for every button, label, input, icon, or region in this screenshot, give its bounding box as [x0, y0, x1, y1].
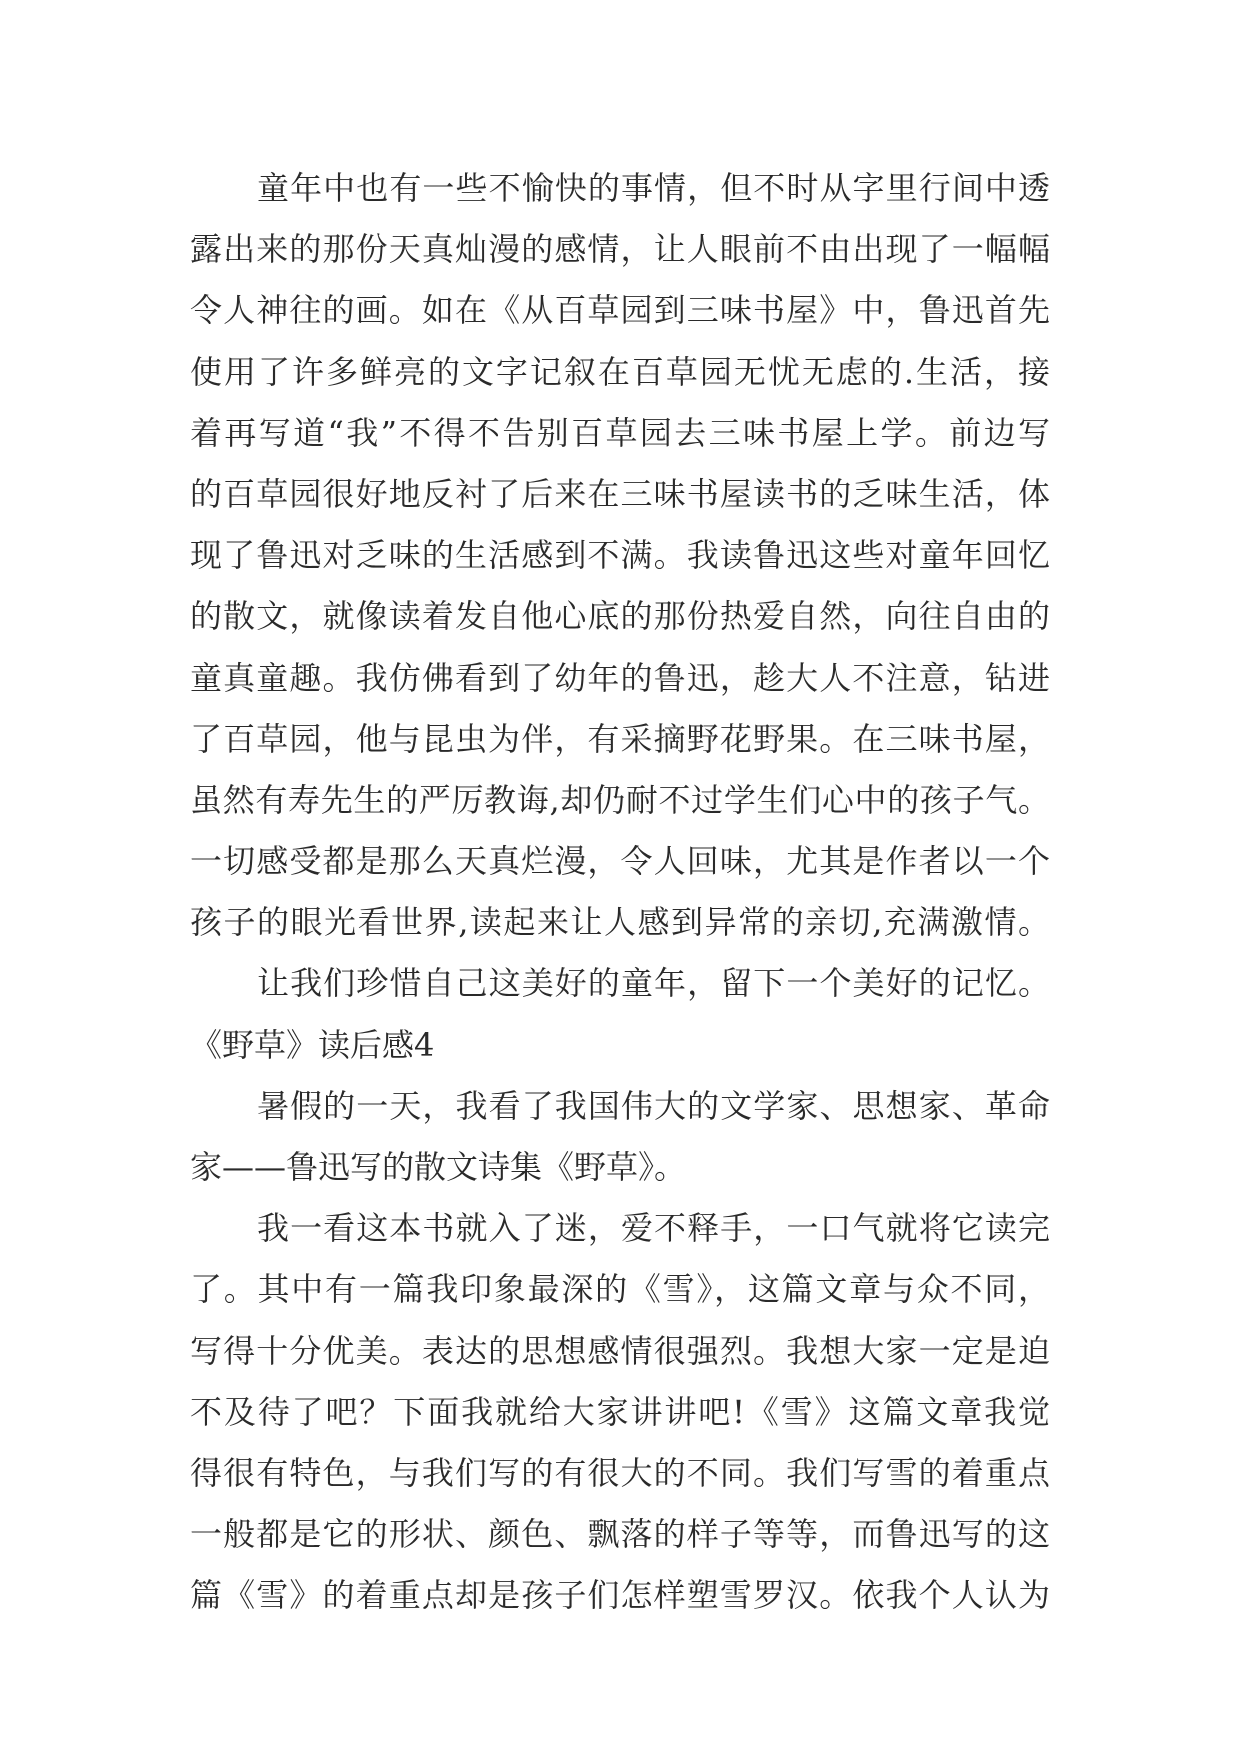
- paragraph-line: 使用了许多鲜亮的文字记叙在百草园无忧无虑的.生活，接: [190, 352, 1050, 391]
- paragraph-line: 不及待了吧？下面我就给大家讲讲吧!《雪》这篇文章我觉: [190, 1392, 1050, 1431]
- paragraph-line: 暑假的一天，我看了我国伟大的文学家、思想家、革命: [257, 1086, 1050, 1125]
- paragraph-line: 得很有特色，与我们写的有很大的不同。我们写雪的着重点: [190, 1453, 1050, 1492]
- paragraph-line: 孩子的眼光看世界,读起来让人感到异常的亲切,充满激情。: [190, 903, 1050, 942]
- body-text: [190, 158, 1050, 1627]
- paragraph-line: 了。其中有一篇我印象最深的《雪》，这篇文章与众不同，: [190, 1270, 1050, 1309]
- paragraph-line: 了百草园，他与昆虫为伴，有采摘野花野果。在三味书屋，: [190, 719, 1050, 758]
- paragraph-line: 写得十分优美。表达的思想感情很强烈。我想大家一定是迫: [190, 1331, 1050, 1370]
- paragraph-line: 一切感受都是那么天真烂漫，令人回味，尤其是作者以一个: [190, 842, 1050, 881]
- section-heading: 《野草》读后感4: [190, 1025, 435, 1064]
- paragraph-line: 篇《雪》的着重点却是孩子们怎样塑雪罗汉。依我个人认为: [190, 1576, 1050, 1615]
- paragraph-line: 的散文，就像读着发自他心底的那份热爱自然，向往自由的: [190, 597, 1050, 636]
- paragraph-line: 的百草园很好地反衬了后来在三味书屋读书的乏味生活，体: [190, 474, 1050, 513]
- paragraph-line: 童真童趣。我仿佛看到了幼年的鲁迅，趁大人不注意，钻进: [190, 658, 1050, 697]
- paragraph-line: 我一看这本书就入了迷，爱不释手，一口气就将它读完: [257, 1209, 1050, 1248]
- paragraph-line: 令人神往的画。如在《从百草园到三味书屋》中，鲁迅首先: [190, 291, 1050, 330]
- paragraph-line: 现了鲁迅对乏味的生活感到不满。我读鲁迅这些对童年回忆: [190, 536, 1050, 575]
- paragraph-line: 一般都是它的形状、颜色、飘落的样子等等，而鲁迅写的这: [190, 1515, 1050, 1554]
- paragraph-line: 虽然有寿先生的严厉教诲,却仍耐不过学生们心中的孩子气。: [190, 780, 1050, 819]
- paragraph-line: 着再写道“我”不得不告别百草园去三味书屋上学。前边写: [190, 413, 1050, 452]
- paragraph-line: 家——鲁迅写的散文诗集《野草》。: [190, 1148, 687, 1186]
- paragraph-line: 童年中也有一些不愉快的事情，但不时从字里行间中透: [257, 169, 1050, 207]
- paragraph-line: 露出来的那份天真灿漫的感情，让人眼前不由出现了一幅幅: [190, 230, 1050, 269]
- paragraph-line: 让我们珍惜自己这美好的童年，留下一个美好的记忆。: [257, 964, 1050, 1003]
